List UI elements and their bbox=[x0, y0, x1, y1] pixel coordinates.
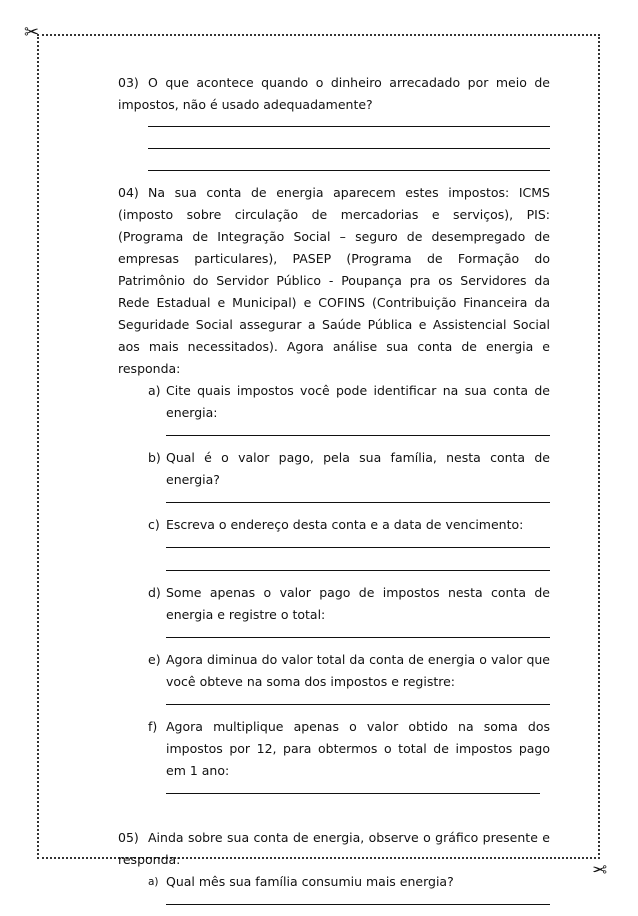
question-text: O que acontece quando o dinheiro arrecadado por meio de impostos, não é usado adequadamente? bbox=[118, 75, 550, 112]
answer-line[interactable] bbox=[166, 559, 550, 571]
question-text: Na sua conta de energia aparecem estes impostos: ICMS (imposto sobre circulação de mercadorias e serviços), PIS: (Programa de Integração Social – seguro de desempregado de empresas particulares), PASEP (Programa de Formação do Patrimônio do Servidor Público - Poupança pra os Servidores da Rede Estadual e Municipal) e COFINS (Contribuição Financeira da Seguridade Social assegurar a Saúde Pública e Assistencial Social aos mais necessitados). Agora análise sua conta de energia e responda: bbox=[118, 185, 550, 376]
question-03 bbox=[118, 72, 550, 116]
answer-line[interactable] bbox=[148, 138, 550, 149]
question-text: Ainda sobre sua conta de energia, observe o gráfico presente e responda: bbox=[118, 830, 550, 867]
question-number: 03) bbox=[118, 75, 139, 90]
sub-question-a bbox=[148, 871, 550, 893]
answer-line[interactable] bbox=[166, 491, 550, 503]
item-label: a) bbox=[148, 383, 161, 398]
sub-question-c bbox=[148, 514, 550, 536]
question-number: 04) bbox=[118, 185, 139, 200]
answer-line[interactable] bbox=[148, 160, 550, 171]
item-text: Cite quais impostos você pode identificar na sua conta de energia: bbox=[166, 383, 550, 420]
question-number: 05) bbox=[118, 830, 139, 845]
item-text: Qual mês sua família consumiu mais energia? bbox=[166, 874, 454, 889]
answer-line[interactable] bbox=[148, 116, 550, 127]
item-label: f) bbox=[148, 719, 158, 734]
item-label: a) bbox=[148, 876, 159, 888]
item-label: d) bbox=[148, 585, 161, 600]
sub-question-e bbox=[148, 649, 550, 693]
item-label: c) bbox=[148, 517, 160, 532]
sub-question-a bbox=[148, 380, 550, 424]
item-label: b) bbox=[148, 450, 161, 465]
item-text: Agora multiplique apenas o valor obtido na soma dos impostos por 12, para obtermos o total de impostos pago em 1 ano: bbox=[166, 719, 550, 778]
item-text: Escreva o endereço desta conta e a data de vencimento: bbox=[166, 517, 524, 532]
item-text: Agora diminua do valor total da conta de energia o valor que você obteve na soma dos impostos e registre: bbox=[166, 652, 550, 689]
item-label: e) bbox=[148, 652, 161, 667]
sub-question-f bbox=[148, 716, 550, 782]
sub-question-b bbox=[148, 447, 550, 491]
answer-line[interactable] bbox=[166, 893, 550, 905]
scissors-icon: ✂ bbox=[24, 22, 40, 43]
item-text: Qual é o valor pago, pela sua família, nesta conta de energia? bbox=[166, 450, 550, 487]
question-04 bbox=[118, 182, 550, 380]
answer-line[interactable] bbox=[166, 536, 550, 548]
answer-line[interactable] bbox=[166, 626, 550, 638]
answer-line[interactable] bbox=[166, 782, 540, 794]
answer-line[interactable] bbox=[166, 424, 550, 436]
item-text: Some apenas o valor pago de impostos nesta conta de energia e registre o total: bbox=[166, 585, 550, 622]
question-05 bbox=[118, 827, 550, 871]
answer-line[interactable] bbox=[166, 693, 550, 705]
worksheet-content bbox=[118, 72, 550, 916]
scissors-icon: ✂ bbox=[592, 860, 608, 881]
sub-question-d bbox=[148, 582, 550, 626]
